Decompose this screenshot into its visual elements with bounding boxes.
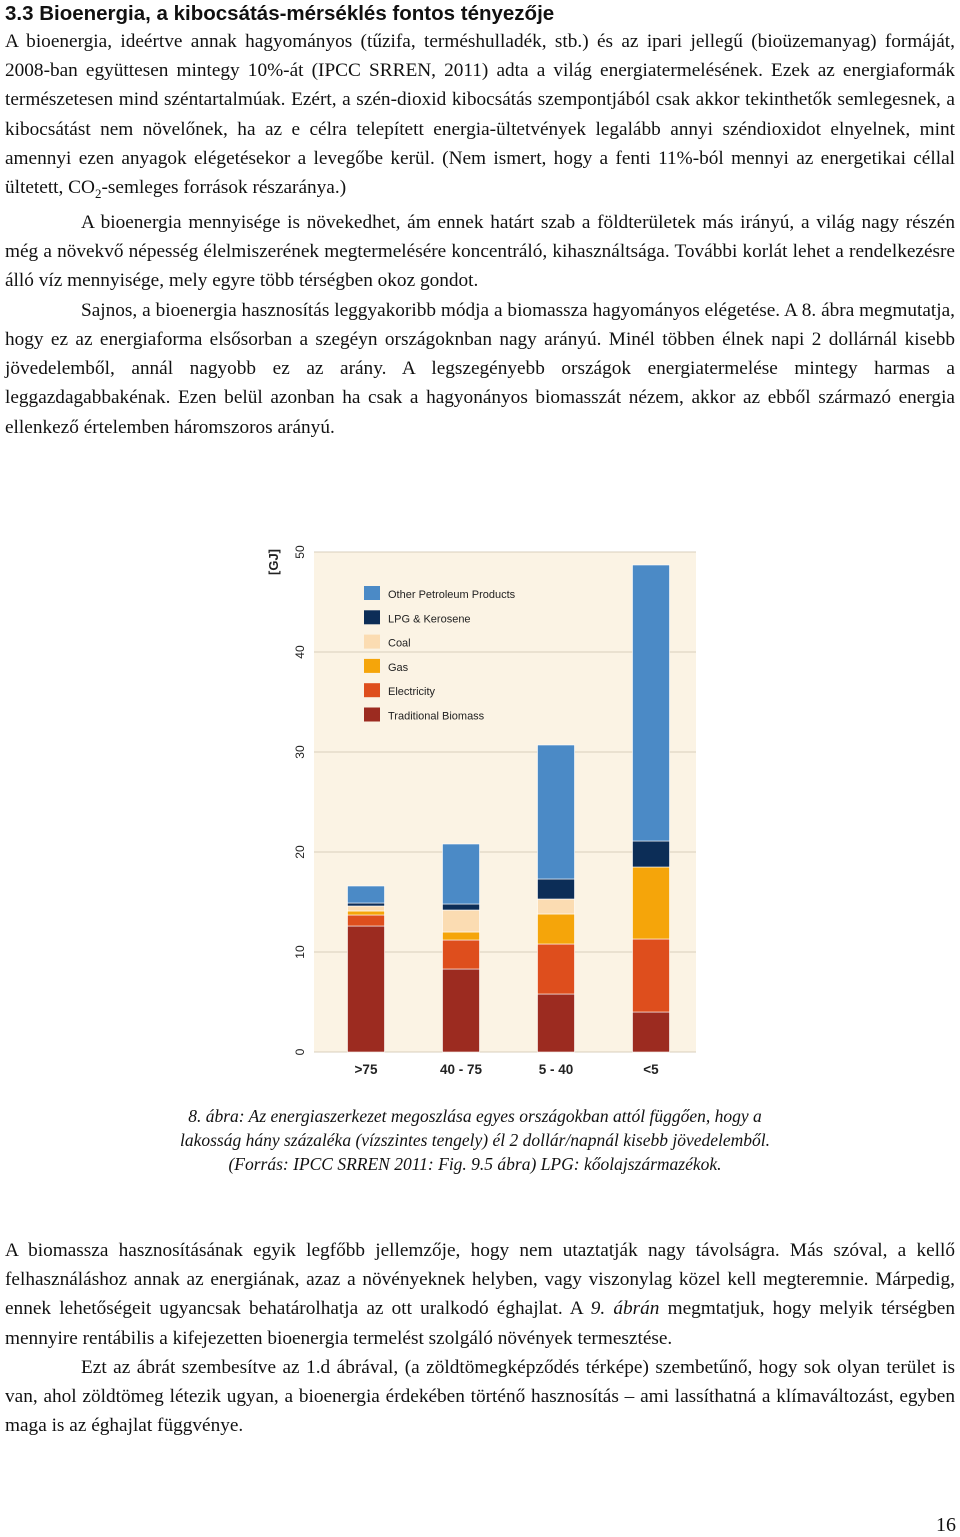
chart-x-categories xyxy=(355,1062,660,1077)
legend-label: Coal xyxy=(388,637,411,650)
bar-segment xyxy=(348,911,385,915)
paragraph-text: A bioenergia mennyisége is növekedhet, ám ennek határt szab a földterületek más irányú, a világ nagy részén még a növekvő népesség élelmiszerének megtermelésére koncentráló, kihasználtsága. További korlát lehet a rendelkezésre álló víz mennyisége, mely egyre több térségben okoz gondot. xyxy=(5,212,955,292)
bottom-paragraphs xyxy=(5,1236,955,1440)
body-paragraph xyxy=(5,1353,955,1441)
paragraph-text: Ezt az ábrát szembesítve az 1.d ábrával, (a zöldtömegképződés térképe) szembetűnő, hogy sok olyan terület is van, ahol zöldtömeg létezik ugyan, a bioenergia érdekében történő hasznosítás – ami lassíthatná a klímaváltozást, egyben maga is az éghajlat függvénye. xyxy=(5,1356,955,1437)
bar-segment xyxy=(538,899,575,914)
bar-segment xyxy=(348,926,385,1052)
energy-structure-chart xyxy=(262,540,702,1080)
bar-segment xyxy=(443,904,480,910)
chart-y-ticks xyxy=(293,545,307,1055)
x-category-label: 5 - 40 xyxy=(538,1062,574,1077)
italic-text: 9. ábrán xyxy=(590,1298,660,1320)
bar-segment xyxy=(538,879,575,899)
legend-swatch xyxy=(364,635,380,649)
bar-segment xyxy=(348,906,385,911)
paragraph-text: Sajnos, a bioenergia hasznosítás leggyakoribb módja a biomassza hagyományos elégetése. A 8. ábra megmutatja, hogy ez az energiaforma elsősorban a szegéyn országoknban nagy arányú. Minél többen élnek napi 2 dollárnál kisebb jövedelemből, annál nagyobb ez az arány. A legszegényebb országok energiatermelése mintegy harmas a leggazdagabbakénak. Ezen belül azonban ha csak a hagyonányos biomasszát nézem, akkor az ebből származó energia ellenkező értelemben háromszoros arányú. xyxy=(5,299,955,438)
caption-line: (Forrás: IPCC SRREN 2011: Fig. 9.5 ábra) LPG: kőolajszármazékok. xyxy=(228,1154,722,1174)
legend-swatch xyxy=(364,683,380,697)
bar-segment xyxy=(538,914,575,944)
bar-segment xyxy=(633,939,670,1012)
bar-segment xyxy=(538,745,575,879)
subscript-text: 2 xyxy=(94,185,102,201)
bar-segment xyxy=(538,944,575,994)
bar-segment xyxy=(443,969,480,1052)
bar-segment xyxy=(348,886,385,903)
caption-line: lakosság hány százaléka (vízszintes tengely) él 2 dollár/napnál kisebb jövedelemből. xyxy=(179,1130,771,1150)
paragraph-text: A bioenergia, ideértve annak hagyományos (tűzifa, terméshulladék, stb.) és az ipari jellegű (bioüzemanyag) formáját, 2008-ban együttesen mintegy 10%-át (IPCC SRREN, 2011) adta a világ energiatermelésének. Ezek az energiaformák természetesen mind széntartalmúak. Ezért, a szén-dioxid kibocsátás szempontjából csak akkor tekinthetők semlegesnek, a kibocsátást nem növelőnek, ha az e célra telepített energia-ültetvények legalább annyi széndioxidot elnyelnek, mint amennyi ezen anyagok elégetésekor a levegőbe kerül. (Nem ismert, hogy a fenti 11%-ból mennyi az energetikai céllal ültetett, CO xyxy=(5,31,955,199)
body-paragraph xyxy=(5,208,955,296)
bar-segment xyxy=(633,867,670,939)
section-title: 3.3 Bioenergia, a kibocsátás-mérséklés fontos tényezője xyxy=(5,2,555,25)
figure-caption xyxy=(0,1104,950,1176)
y-tick-label: 20 xyxy=(293,845,307,859)
bar-segment xyxy=(443,932,480,940)
page-number: 16 xyxy=(936,1514,956,1536)
y-tick-label: 0 xyxy=(293,1048,307,1056)
chart-y-axis-label: [GJ] xyxy=(266,549,281,575)
paragraph-text: megmtatjuk, hogy melyik térségben mennyire rentábilis a kifejezetten bioenergia termelést szolgáló növények termesztése. xyxy=(5,1298,955,1349)
body-paragraph xyxy=(5,27,955,208)
legend-label: Electricity xyxy=(388,686,436,699)
bar-segment xyxy=(443,940,480,969)
bar-segment xyxy=(348,903,385,906)
bar-segment xyxy=(348,915,385,926)
legend-label: LPG & Kerosene xyxy=(388,613,471,626)
bar-segment xyxy=(633,565,670,841)
x-category-label: >75 xyxy=(354,1062,378,1077)
y-tick-label: 30 xyxy=(293,745,307,759)
legend-label: Gas xyxy=(388,661,409,674)
legend-swatch xyxy=(364,659,380,673)
legend-swatch xyxy=(364,708,380,722)
body-paragraph xyxy=(5,296,955,442)
bar-segment xyxy=(633,1012,670,1052)
y-tick-label: 50 xyxy=(293,545,307,559)
stacked-bar-chart-svg xyxy=(262,540,702,1080)
caption-line: 8. ábra: Az energiaszerkezet megoszlása egyes országokban attól függően, hogy a xyxy=(188,1106,762,1126)
y-tick-label: 40 xyxy=(293,645,307,659)
legend-label: Traditional Biomass xyxy=(388,710,485,723)
body-paragraph xyxy=(5,1236,955,1353)
paragraph-text: A biomassza hasznosításának egyik legfőbb jellemzője, hogy nem utaztatják nagy távolságra. Más szóval, a kellő felhasználáshoz annak az energiának, azaz a növényeknek helyben, vagy viszonylag közel kell megteremnie. Márpedig, ennek lehetőségeit ugyancsak behatárolhatja az ott uralkodó éghajlat. A xyxy=(5,1240,955,1320)
x-category-label: <5 xyxy=(643,1062,659,1077)
legend-swatch xyxy=(364,586,380,600)
bar-segment xyxy=(538,994,575,1052)
top-paragraphs xyxy=(5,27,955,442)
y-tick-label: 10 xyxy=(293,945,307,959)
paragraph-text: -semleges források részaránya.) xyxy=(101,177,347,199)
document-page xyxy=(5,0,955,442)
bar-segment xyxy=(633,841,670,867)
x-category-label: 40 - 75 xyxy=(439,1062,483,1077)
bar-segment xyxy=(443,844,480,904)
legend-swatch xyxy=(364,610,380,624)
legend-label: Other Petroleum Products xyxy=(388,589,516,601)
bar-segment xyxy=(443,910,480,932)
